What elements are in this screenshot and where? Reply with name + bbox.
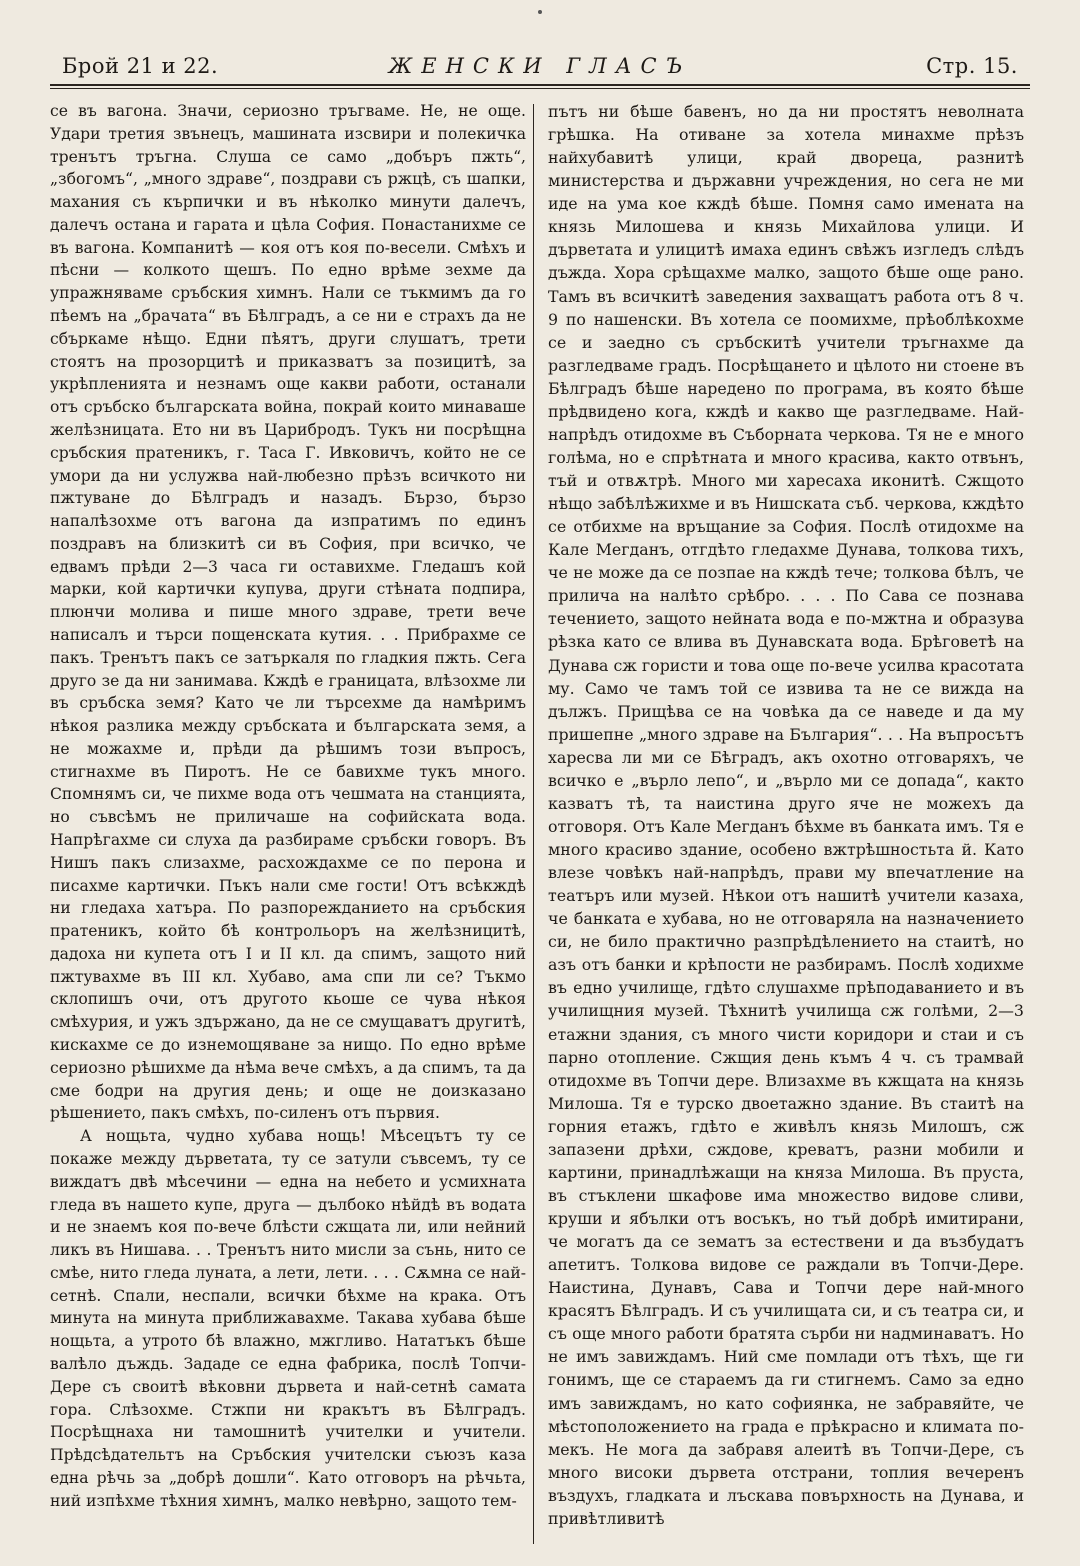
issue-number: Брой 21 и 22. [62, 54, 219, 78]
page-header [50, 48, 1030, 88]
header-rule [50, 84, 1030, 86]
print-speck [538, 10, 542, 14]
journal-title: ЖЕНСКИ ГЛАСЪ [388, 54, 692, 78]
right-paragraph-1: пътъ ни бѣше бавенъ, но да ни простятъ неволната грѣшка. На отиване за хотела минахме прѣзъ найхубавитѣ улици, край двореца, разнитѣ министерства и държавни учреждения, но сега не ми иде на ума кое кждѣ бѣше. Помня само имената на князь Милошева и князь Михайлова улици. И дърветата и улицитѣ имаха единъ свѣжъ изгледъ слѣдъ дъжда. Хора срѣщахме малко, защото бѣше още рано. Тамъ въ всичкитѣ заведения захващатъ работа отъ 8 ч. 9 по нашенски. Въ хотела се поомихме, прѣоблѣкохме се и заедно съ сръбскитѣ учители тръгнахме да разгледваме градъ. Посрѣщането и цѣлото ни стоене въ Бѣлградъ бѣше наредено по програма, въ която бѣше прѣдвидено кога, кждѣ и какво ще разгледваме. Най-напрѣдъ отидохме въ Съборната черкова. Тя не е много голѣма, но е спрѣтната и много красива, както отвънъ, тъй и отвѫтрѣ. Много ми харесаха иконитѣ. Сжщото нѣщо забѣлѣжихме и въ Нишската съб. черкова, кждѣто се отбихме на връщание за София. Послѣ отидохме на Кале Мегданъ, отгдѣто гледахме Дунава, толкова тихъ, че не може да се позпае на кждѣ тече; толкова бѣлъ, че прилича на налѣто срѣбро. . . . По Сава се познава течението, защото нейната вода е по-мжтна и образува рѣзка като се влива въ Дунавската вода. Брѣговетѣ на Дунава сж гористи и това още по-вече усилва красотата му. Само че тамъ той се извива та не се вижда на дължъ. Прищѣва се на човѣка да се наведе и да му пришепне „много здраве на България“. . . На въпросътъ харесва ли ми се Бѣгрaдъ, акъ охотно отговаряхъ, че всичко е „върло лепо“, и „върло ми се допада“, както казватъ тѣ, та наистина друго яче не можехъ да отговоря. Отъ Кале Мегданъ бѣхме въ банката имъ. Тя е много красиво здание, особено вжтрѣшностьта й. Като влезе човѣкъ най-напрѣдъ, прави му впечатление на театъръ или музей. Нѣкои отъ нашитѣ учители казаха, че банката е хубава, но не отговаряла на назначението си, не било практично разпрѣдѣлението на стаитѣ, но азъ отъ банки и крѣпости не разбирамъ. Послѣ ходихме въ едно училище, гдѣто слушахме прѣподаванието и въ училищния музей. Тѣхнитѣ училища сж голѣми, 2—3 етажни здания, съ много чисти коридори и стаи и съ парно отопление. Сжщия день къмъ 4 ч. съ трамвай отидохме въ Топчи дере. Влизахме въ кжщата на князь Милоша. Тя е турско двоетажно здание. Въ стаитѣ на горния етажъ, гдѣто е живѣлъ князь Милошъ, сж запазени дрѣхи, сждове, креватъ, разни мобили и картини, принадлѣжащи на княза Милоша. Въ пруста, въ стъклени шкафове има множество видове сливи, круши и ябълки отъ восъкъ, но тъй добрѣ имитирани, че могатъ да се зематъ за естествени и да възбудатъ апетитъ. Толкова видове се раждали въ Топчи-Дере. Наистина, Дунавъ, Сава и Топчи дере най-много красятъ Бѣлградъ. И съ училищата си, и съ театра си, и съ още много работи братята сърби ни надминаватъ. Но не имъ завиждамъ. Ний сме помлади отъ тѣхъ, ще ги гонимъ, ще се стараемъ да ги стигнемъ. Само за едно имъ завиждамъ, но като софиянка, не забравяйте, че мѣстоположението на града е прѣкрасно и климата по-мекъ. Не мога да забравя алеитѣ въ Топчи-Дере, съ много високи дървета отстрани, топлия вечеренъ въздухъ, гладката и лъскава повърхность на Дунава, и привѣтливитѣ [548, 102, 1024, 1528]
column-divider [533, 104, 534, 1544]
left-paragraph-1: се въ вагона. Значи, сериозно тръгваме. Не, не още. Удари третия звънецъ, машината изсвири и полекичка тренътъ тръгна. Слуша се само „добъръ пжть“, „збогомъ“, „много здраве“, поздрави съ ржцѣ, съ шапки, махания съ кърпички и въ нѣколко минути далечъ, далечъ остана и гарата и цѣла София. Понастанихме се въ вагона. Компанитѣ — коя отъ коя по-весели. Смѣхъ и пѣсни — колкото щешъ. По едно врѣме зехме да упражняваме сръбския химнъ. Нали се тъкмимъ да го пѣемъ на „брачата“ въ Бѣлградъ, а се ни е страхъ да не сбъркаме нѣщо. Едни пѣятъ, други слушатъ, трети стоятъ на прозорцитѣ и приказватъ за позицитѣ, за укрѣпленията и незнамъ още какви работи, останали отъ сръбско българската война, покрай които минаваше желѣзницата. Ето ни въ Царибродъ. Тукъ ни посрѣщна сръбския пратеникъ, г. Таса Г. Ивковичъ, който не се умори да ни услужва най-любезно прѣзъ всичкото ни пжтуване до Бѣлградъ и назадъ. Бързо, бързо напалѣзохме отъ вагона да изпратимъ по единъ поздравъ на близкитѣ си въ София, при всичко, че едвамъ прѣди 2—3 часа ги оставихме. Гледашъ кой марки, кой картички купува, други стѣната подпира, плюнчи молива и пише много здраве, трети вече написалъ и търси пощенската кутия. . . Прибрахме се пакъ. Тренътъ пакъ се затъркаля по гладкия пжть. Сега друго зе да ни занимава. Кждѣ е границата, влѣзохме ли въ сръбска земя? Като че ли търсехме да намѣримъ нѣкоя разлика между сръбската и българската земя, а не можахме и, прѣди да рѣшимъ този въпросъ, стигнахме въ Пиротъ. Не се бавихме тукъ много. Спомнямъ си, че пихме вода отъ чешмата на станцията, но съвсѣмъ не приличаше на софийската вода. Напрѣгахме си слуха да разбираме сръбски говоръ. Въ Нишъ пакъ слизахме, расхождахме се по перона и писахме картички. Пъкъ нали сме гости! Отъ всѣкждѣ ни гледаха хатъра. По разпорежданието на сръбския пратеникъ, който бѣ контрольоръ на желѣзницитѣ, дадоха ни купета отъ I и II кл. да спимъ, защото ний пжтувахме въ III кл. Хубаво, ама спи ли се? Тъкмо склопишъ очи, отъ другото кьоше се чува нѣкоя смѣхурия, и ужъ здържано, да не се смущаватъ другитѣ, кискахме се до изнемощяване за нищо. По едно врѣме сериозно рѣшихме да нѣма вече смѣхъ, а да спимъ, та да сме бодри на другия день; и още не доизказано рѣшението, пакъ смѣхъ, по-силенъ отъ първия. [50, 102, 526, 1123]
left-paragraph-2: А нощьта, чудно хубава нощь! Мѣсецътъ ту се покаже между дърветата, ту се затули съвсемъ, ту се виждатъ двѣ мѣсечини — една на небето и усмихната гледа въ нашето купе, друга — дълбоко нѣйдѣ въ водата и не знаемъ коя по-вече блѣсти сжщата ли, или нейний ликъ въ Нишава. . . Тренътъ нито мисли за сънь, нито се смѣе, нито гледа луната, а лети, лети. . . . Сѫмна се най-сетнѣ. Спали, неспали, всички бѣхме на крака. Отъ минута на минута приближавахме. Такава хубава бѣше нощьта, а утрото бѣ влажно, мжгливо. Нататъкъ бѣше валѣло дъждь. Зададе се една фабрика, послѣ Топчи-Дере съ своитѣ вѣковни дървета и най-сетнѣ самата гора. Слѣзохме. Стжпи ни кракътъ въ Бѣлградъ. Посрѣщнаха ни тамошнитѣ учителки и учители. Прѣдсѣдательтъ на Сръбския учителски съюзъ каза една рѣчь за „добрѣ дошли“. Като отговоръ на рѣчьта, ний изпѣхме тѣхния химнъ, малко невѣрно, защото тем- [50, 1127, 526, 1510]
left-column [50, 100, 526, 1512]
right-column [548, 100, 1024, 1530]
page-number: Стр. 15. [926, 54, 1018, 78]
header-rule-thin [50, 88, 1030, 89]
